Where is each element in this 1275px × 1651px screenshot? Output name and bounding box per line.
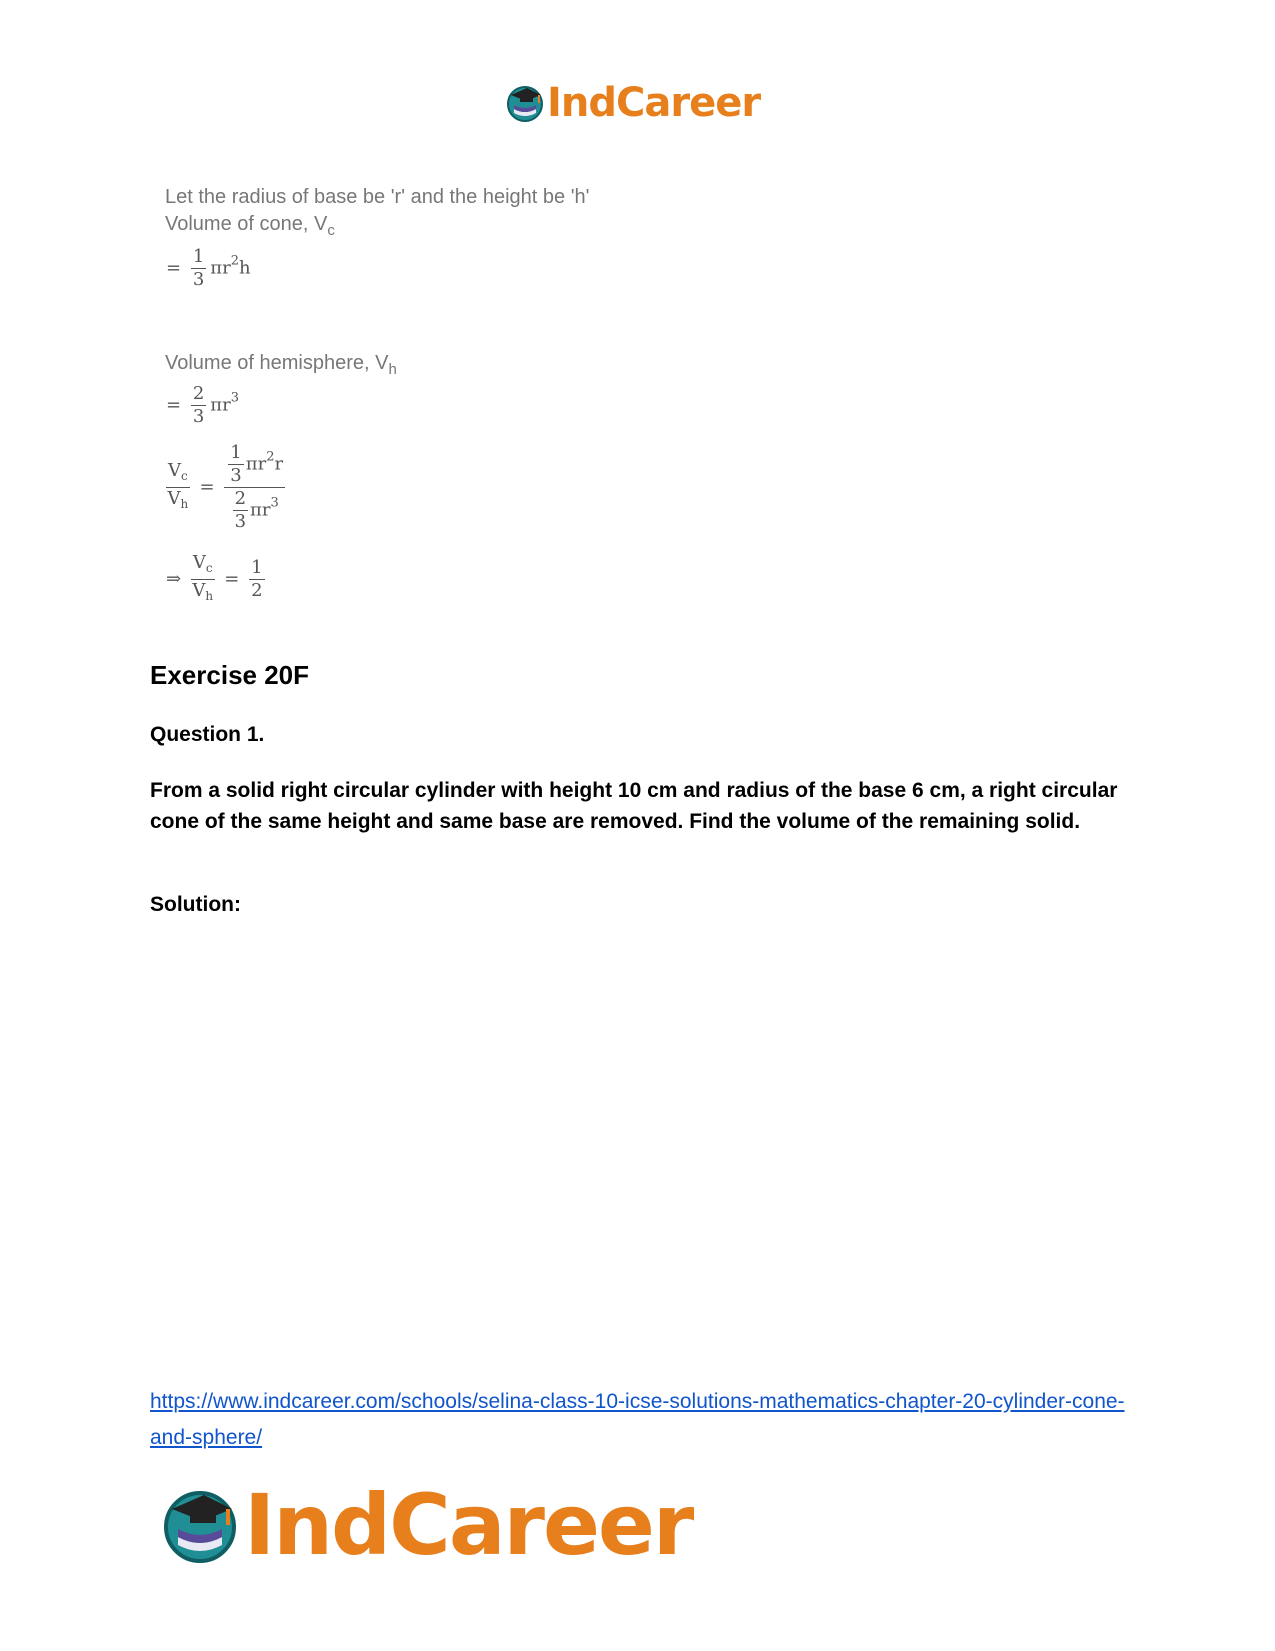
ratio-result-formula — [166, 552, 269, 607]
hemisphere-volume-label: Volume of hemisphere, V — [165, 352, 389, 374]
cone-volume-formula — [166, 246, 251, 291]
equals-sign: = — [224, 568, 240, 590]
fraction-numerator: 1 — [192, 246, 205, 267]
volume-ratio-formula — [166, 442, 289, 533]
fraction-numerator: 1 — [251, 557, 263, 578]
fraction-denominator: 3 — [192, 269, 205, 290]
equals-sign: = — [199, 476, 215, 498]
question-text: From a solid right circular cylinder with height 10 cm and radius of the base 6 cm, a right circular cone of the same height and same base are removed. Find the volume of the remaining solid. — [150, 779, 1118, 833]
equals-sign: = — [166, 257, 182, 279]
compound-denominator: $\frac{2}{3}$ $\pi r^3$ — [234, 488, 279, 532]
fraction — [191, 246, 206, 291]
graduation-cap-globe-icon — [160, 1485, 240, 1565]
hemisphere-volume-subscript: h — [388, 361, 397, 378]
compound-fraction — [224, 442, 285, 533]
ratio-denominator: $V_h$ — [192, 580, 214, 603]
footer-logo — [160, 1476, 692, 1574]
ratio-numerator: $V_c$ — [191, 552, 215, 580]
cone-volume-subscript: c — [327, 222, 335, 239]
exponent: 3 — [230, 390, 239, 406]
brand-name: IndCareer — [244, 1476, 693, 1574]
solution-label: Solution: — [150, 893, 241, 916]
ratio-numerator: $V_c$ — [166, 460, 190, 488]
cone-volume-label: Volume of cone, V — [165, 213, 328, 235]
brand-name: IndCareer — [547, 80, 761, 126]
ratio-fraction — [166, 460, 190, 515]
equals-sign: = — [166, 394, 182, 416]
pi-r: πr — [210, 257, 231, 279]
fraction-numerator: 2 — [192, 383, 205, 404]
graduation-cap-globe-icon — [505, 83, 545, 123]
math-line-hemisphere-volume — [165, 352, 397, 378]
ratio-denominator: $V_h$ — [167, 488, 189, 511]
pi-r: πr — [210, 394, 231, 416]
exponent: 2 — [230, 253, 239, 269]
source-url-link[interactable]: https://www.indcareer.com/schools/selina-class-10-icse-solutions-mathematics-chapter-20-cylinder-cone-and-sphere/ — [150, 1390, 1125, 1449]
ratio-fraction — [191, 552, 215, 607]
exercise-title: Exercise 20F — [150, 660, 310, 690]
implies-arrow: ⇒ — [166, 568, 182, 590]
fraction-denominator: 2 — [251, 580, 263, 601]
hemisphere-volume-formula — [166, 383, 239, 428]
result-fraction — [249, 557, 264, 602]
header-logo — [505, 80, 760, 126]
fraction — [191, 383, 206, 428]
compound-numerator: $\frac{1}{3}$ $\pi r^2r$ — [224, 442, 285, 488]
height-var: h — [239, 257, 251, 279]
fraction-denominator: 3 — [192, 406, 205, 427]
question-label: Question 1. — [150, 723, 265, 746]
math-line-cone-volume — [165, 213, 335, 239]
math-line-radius: Let the radius of base be 'r' and the height be 'h' — [165, 186, 590, 208]
